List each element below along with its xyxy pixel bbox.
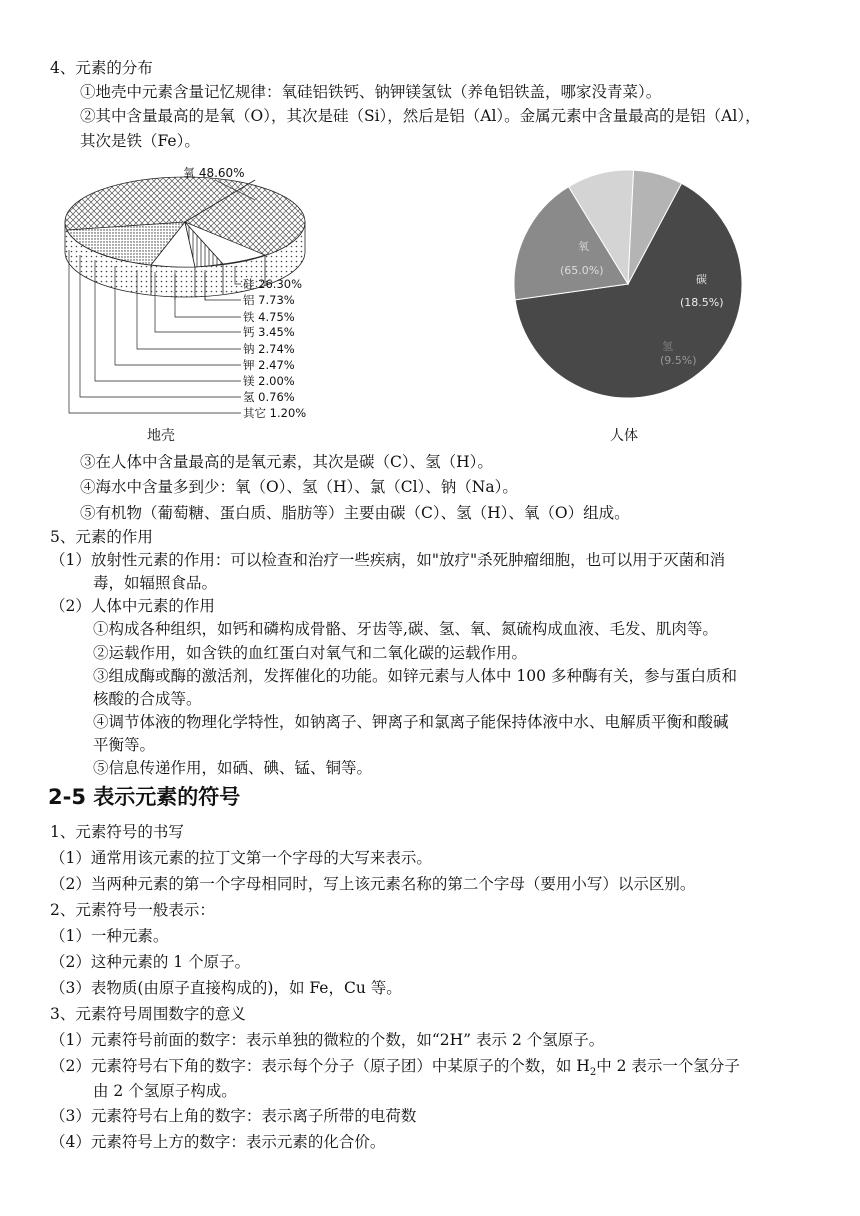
- text-line: 核酸的合成等。: [93, 690, 202, 708]
- oxygen-label: 氧 48.60%: [183, 166, 245, 180]
- legend-label: 钙 3.45%: [243, 325, 295, 339]
- text-line: 2、元素符号一般表示：: [50, 901, 215, 919]
- legend-label: 硅 26.30%: [243, 277, 303, 291]
- legend-label: 铁 4.75%: [243, 310, 295, 324]
- text-line: ④海水中含量多到少：氧（O）、氢（H）、氯（Cl）、钠（Na）。: [80, 478, 518, 496]
- legend-label: 镁 2.00%: [243, 374, 295, 388]
- oxygen-label: 氧: [578, 240, 589, 253]
- text-line: ①构成各种组织，如钙和磷构成骨骼、牙齿等,碳、氢、氧、氮硫构成血液、毛发、肌肉等。: [93, 620, 718, 638]
- text-line: （3）元素符号右上角的数字：表示离子所带的电荷数: [50, 1107, 417, 1125]
- text-line: （1）元素符号前面的数字：表示单独的微粒的个数，如“2H” 表示 2 个氢原子。: [50, 1031, 605, 1049]
- text-line: （1）放射性元素的作用：可以检查和治疗一些疾病，如"放疗"杀死肿瘤细胞，也可以用于灭菌和消: [50, 551, 726, 569]
- crust-caption: 地壳: [147, 428, 175, 444]
- section-title: 2-5 表示元素的符号: [48, 785, 241, 809]
- text-line: 1、元素符号的书写: [50, 823, 184, 841]
- legend-label: 铝 7.73%: [243, 293, 295, 307]
- text-line: ④调节体液的物理化学特性，如钠离子、钾离子和氯离子能保持体液中水、电解质平衡和酸碱: [93, 713, 729, 731]
- section-5-heading: 5、元素的作用: [50, 528, 153, 546]
- text-line: 3、元素符号周围数字的意义: [50, 1005, 246, 1023]
- text-line: 毒，如辐照食品。: [93, 574, 218, 592]
- h2-example-text: （2）元素符号右下角的数字：表示每个分子（原子团）中某原子的个数，如 H: [50, 1057, 590, 1075]
- text-line: （2）这种元素的 1 个原子。: [50, 953, 251, 971]
- carbon-pct: (18.5%): [680, 296, 724, 309]
- oxygen-pct: (65.0%): [560, 264, 604, 277]
- section-4-heading: 4、元素的分布: [50, 59, 153, 77]
- text-line: ⑤有机物（葡萄糖、蛋白质、脂肪等）主要由碳（C）、氢（H）、氧（O）组成。: [80, 504, 630, 522]
- legend-label: 氢 0.76%: [243, 390, 295, 404]
- text-line: 平衡等。: [93, 736, 156, 754]
- text-line: 由 2 个氢原子构成。: [93, 1082, 237, 1100]
- text-line: （1）通常用该元素的拉丁文第一个字母的大写来表示。: [50, 849, 432, 867]
- text-line: ⑤信息传递作用，如硒、碘、锰、铜等。: [93, 759, 373, 777]
- text-line: （3）表物质(由原子直接构成的)，如 Fe，Cu 等。: [50, 979, 402, 997]
- legend-label: 钠 2.74%: [243, 342, 295, 356]
- hydrogen-label: 氢: [662, 340, 673, 353]
- carbon-label: 碳: [696, 273, 707, 286]
- subscript: 2: [589, 1067, 597, 1079]
- text-line: ①地壳中元素含量记忆规律：氧硅铝铁钙、钠钾镁氢钛（养龟铝铁盖，哪家没青菜）。: [80, 83, 662, 101]
- text-line: （2）当两种元素的第一个字母相同时，写上该元素名称的第二个字母（要用小写）以示区别。: [50, 875, 696, 893]
- text-line: （4）元素符号上方的数字：表示元素的化合价。: [50, 1133, 386, 1151]
- body-caption: 人体: [610, 428, 638, 444]
- legend-label: 其它 1.20%: [243, 406, 307, 420]
- crust-pie-chart: [55, 160, 375, 425]
- text-line: ③在人体中含量最高的是氧元素，其次是碳（C）、氢（H）。: [80, 453, 493, 471]
- text-line: ②运载作用，如含铁的血红蛋白对氧气和二氧化碳的运载作用。: [93, 644, 528, 662]
- text-line: [50, 1056, 740, 1077]
- text-line: 其次是铁（Fe）。: [80, 132, 200, 150]
- text-line: （1）一种元素。: [50, 927, 169, 945]
- legend-label: 钾 2.47%: [243, 358, 295, 372]
- text-line: （2）人体中元素的作用: [50, 597, 215, 615]
- text-line: ②其中含量最高的是氧（O），其次是硅（Si），然后是铝（Al）。金属元素中含量最高的是铝（Al），: [80, 107, 761, 125]
- h2-example-tail: 中 2 表示一个氢分子: [596, 1057, 740, 1075]
- body-pie-chart: [510, 170, 755, 405]
- text-line: ③组成酶或酶的激活剂，发挥催化的功能。如锌元素与人体中 100 多种酶有关，参与蛋白质和: [93, 667, 737, 685]
- hydrogen-pct: (9.5%): [660, 354, 697, 367]
